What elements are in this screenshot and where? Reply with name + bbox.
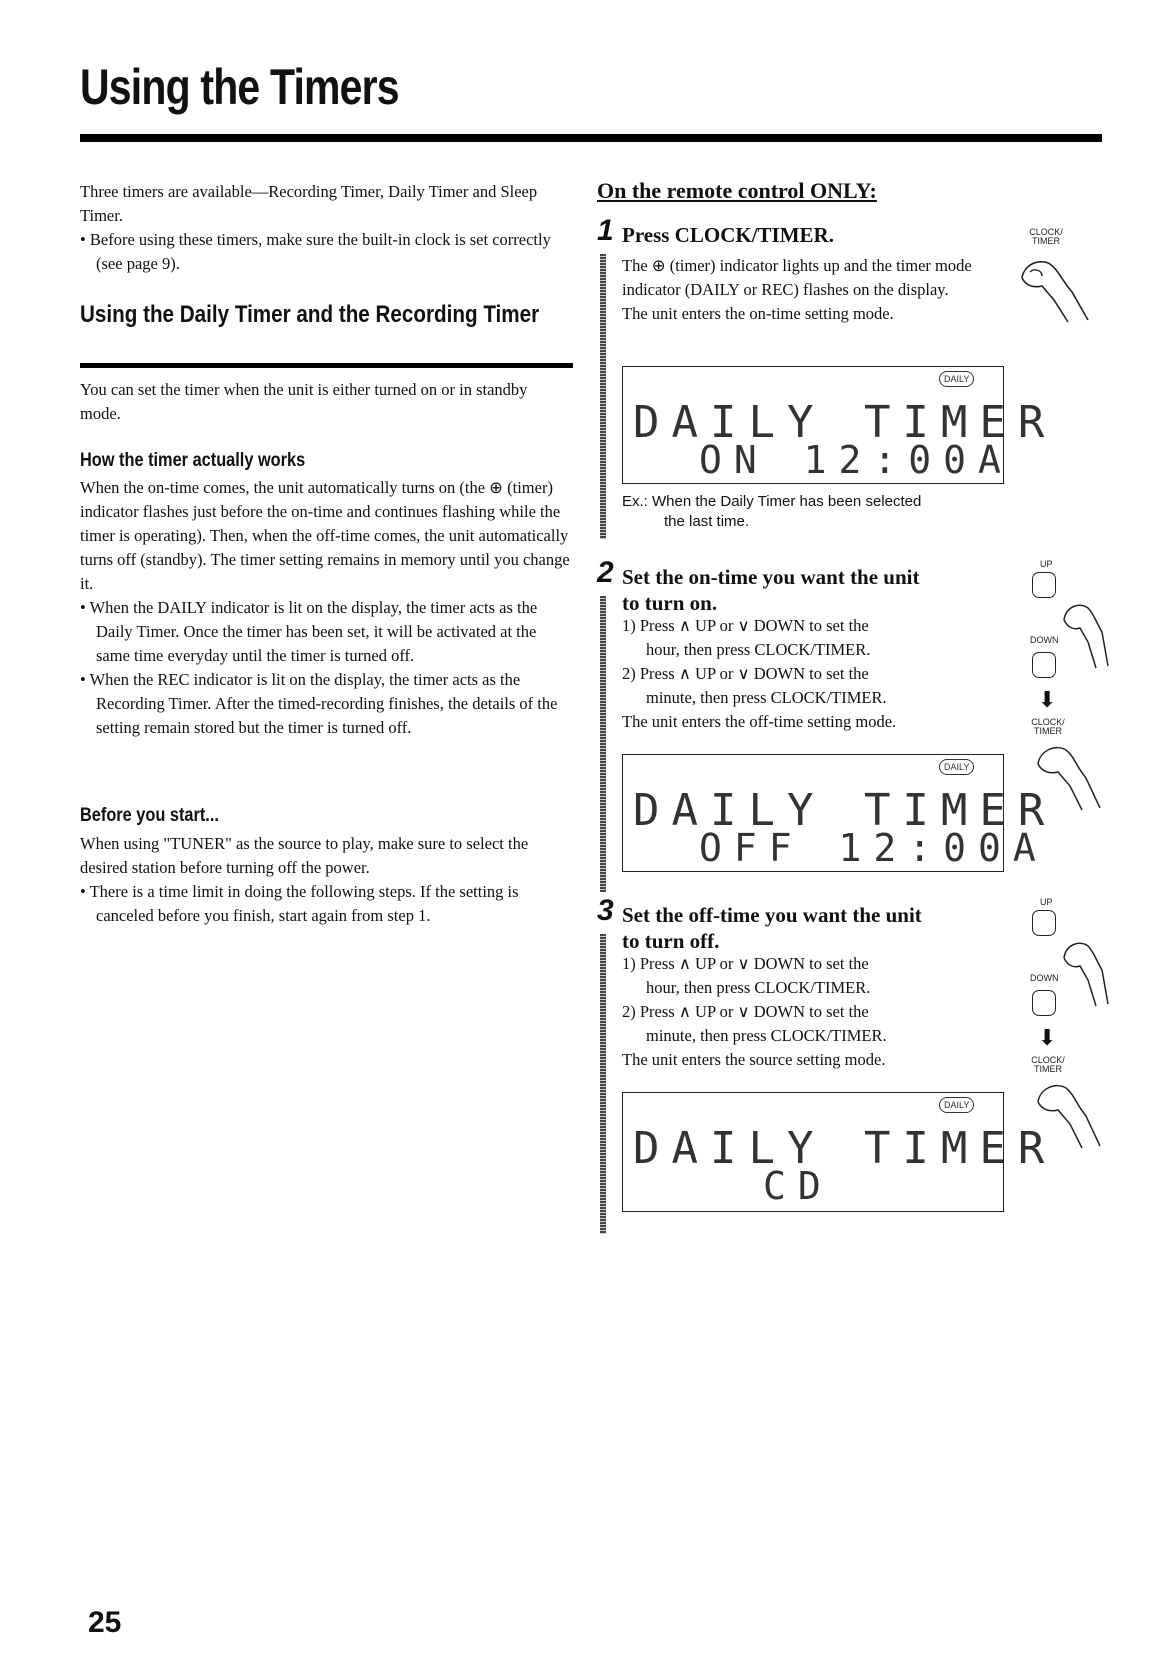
step3-substep2-line2: minute, then press CLOCK/TIMER. [646, 1026, 887, 1045]
press-hand-icon [1060, 934, 1110, 1014]
intro-block [80, 180, 560, 276]
page-number: 25 [88, 1606, 122, 1639]
daily-indicator: DAILY [939, 759, 974, 775]
step1-lcd-line1: DAILY TIMER [633, 397, 1057, 448]
step1-text-block [622, 254, 1010, 326]
step1-clock-timer-label: CLOCK/ TIMER [1029, 227, 1063, 246]
step2-text-block [622, 614, 982, 734]
step3-substep1-line1: 1) Press ∧ UP or ∨ DOWN to set the [622, 954, 869, 973]
step3-number: 3 [597, 894, 614, 927]
how-paragraph: When the on-time comes, the unit automatically turns on (the ⊕ (timer) indicator flashes just before the on-time and continues flashing while the timer is operating). Then, when the off-time comes, the unit automatically turns off (standby). The timer setting remains in memory until you change it. [80, 478, 570, 593]
step1-caption [622, 492, 1022, 532]
up-label: UP [1040, 897, 1053, 907]
step3-lcd-line2: CD [763, 1164, 833, 1208]
step3-bar [600, 934, 606, 1234]
before-heading: Before you start... [80, 805, 219, 826]
step1-text2: The unit enters the on-time setting mode. [622, 304, 894, 323]
step2-heading [622, 564, 982, 616]
section-heading: Using the Daily Timer and the Recording Timer [80, 301, 540, 328]
daily-indicator: DAILY [939, 1097, 974, 1113]
step1-caption-line2: the last time. [664, 513, 750, 530]
step2-remote-illustration [1030, 558, 1110, 818]
step2-substep2-line2: minute, then press CLOCK/TIMER. [646, 688, 887, 707]
step3-heading-line1: Set the off-time you want the unit [622, 903, 922, 927]
up-label: UP [1040, 559, 1053, 569]
before-bullet: • There is a time limit in doing the following steps. If the setting is canceled before you finish, start again from step 1. [80, 882, 519, 925]
step2-text: The unit enters the off-time setting mode. [622, 712, 897, 731]
step1-bar [600, 254, 606, 539]
step1-press-hand-icon [1012, 250, 1092, 330]
step3-heading [622, 902, 982, 954]
step2-bar [600, 596, 606, 892]
step2-substep1-line1: 1) Press ∧ UP or ∨ DOWN to set the [622, 616, 869, 635]
step1-number: 1 [597, 214, 614, 247]
step3-heading-line2: to turn off. [622, 929, 720, 953]
down-button[interactable] [1032, 652, 1056, 678]
down-arrow-icon: ⬇ [1038, 1026, 1057, 1051]
how-bullet-rec: • When the REC indicator is lit on the display, the timer acts as the Recording Timer. After the timed-recording finishes, the details of the setting remain stored but the timer is turned off. [80, 670, 558, 737]
step2-substep1-line2: hour, then press CLOCK/TIMER. [646, 640, 871, 659]
step2-lcd-display [622, 754, 1057, 872]
clock-timer-label: CLOCK/ TIMER [1031, 717, 1065, 736]
daily-indicator: DAILY [939, 371, 974, 387]
down-button[interactable] [1032, 990, 1056, 1016]
title-rule [80, 134, 1102, 142]
up-button[interactable] [1032, 572, 1056, 598]
intro-paragraph: Three timers are available—Recording Timer, Daily Timer and Sleep Timer. [80, 182, 538, 225]
step3-text-block [622, 952, 982, 1072]
down-arrow-icon: ⬇ [1038, 688, 1057, 713]
before-block [80, 832, 572, 928]
step2-heading-line1: Set the on-time you want the unit [622, 565, 920, 589]
how-block [80, 476, 572, 740]
step2-lcd-line1: DAILY TIMER [633, 785, 1057, 836]
how-bullet-daily: • When the DAILY indicator is lit on the display, the timer acts as the Daily Timer. Once the timer has been set, it will be activated at the same time everyday until the timer is turned off. [80, 598, 538, 665]
step1-lcd-display [622, 366, 1057, 484]
step3-lcd-display [622, 1092, 1057, 1212]
press-hand-icon [1060, 596, 1110, 676]
step2-number: 2 [597, 556, 614, 589]
down-label: DOWN [1030, 635, 1059, 645]
up-button[interactable] [1032, 910, 1056, 936]
step1-lcd-line2: ON 12:00A [699, 438, 1013, 482]
before-paragraph: When using "TUNER" as the source to play, make sure to select the desired station before turning off the power. [80, 834, 529, 877]
step3-lcd-line1: DAILY TIMER [633, 1123, 1057, 1174]
step2-heading-line2: to turn on. [622, 591, 718, 615]
step3-text: The unit enters the source setting mode. [622, 1050, 886, 1069]
clock-timer-label: CLOCK/ TIMER [1031, 1055, 1065, 1074]
step3-substep2-line1: 2) Press ∧ UP or ∨ DOWN to set the [622, 1002, 869, 1021]
step3-substep1-line2: hour, then press CLOCK/TIMER. [646, 978, 871, 997]
step1-heading: Press CLOCK/TIMER. [622, 223, 834, 247]
intro-bullet: • Before using these timers, make sure the built-in clock is set correctly (see page 9). [80, 230, 551, 273]
step3-remote-illustration [1030, 896, 1110, 1156]
down-label: DOWN [1030, 973, 1059, 983]
page-title: Using the Timers [80, 59, 399, 115]
how-heading: How the timer actually works [80, 450, 306, 471]
step1-caption-line1: Ex.: When the Daily Timer has been selected [622, 493, 922, 510]
section-rule [80, 363, 573, 368]
press-hand-icon [1032, 1076, 1102, 1156]
remote-heading: On the remote control ONLY: [597, 178, 877, 203]
step1-text: The ⊕ (timer) indicator lights up and the timer mode indicator (DAILY or REC) flashes on the display. [622, 256, 972, 299]
step2-substep2-line1: 2) Press ∧ UP or ∨ DOWN to set the [622, 664, 869, 683]
section-intro: You can set the timer when the unit is either turned on or in standby mode. [80, 380, 528, 423]
step2-lcd-line2: OFF 12:00A [699, 826, 1048, 870]
press-hand-icon [1032, 738, 1102, 818]
